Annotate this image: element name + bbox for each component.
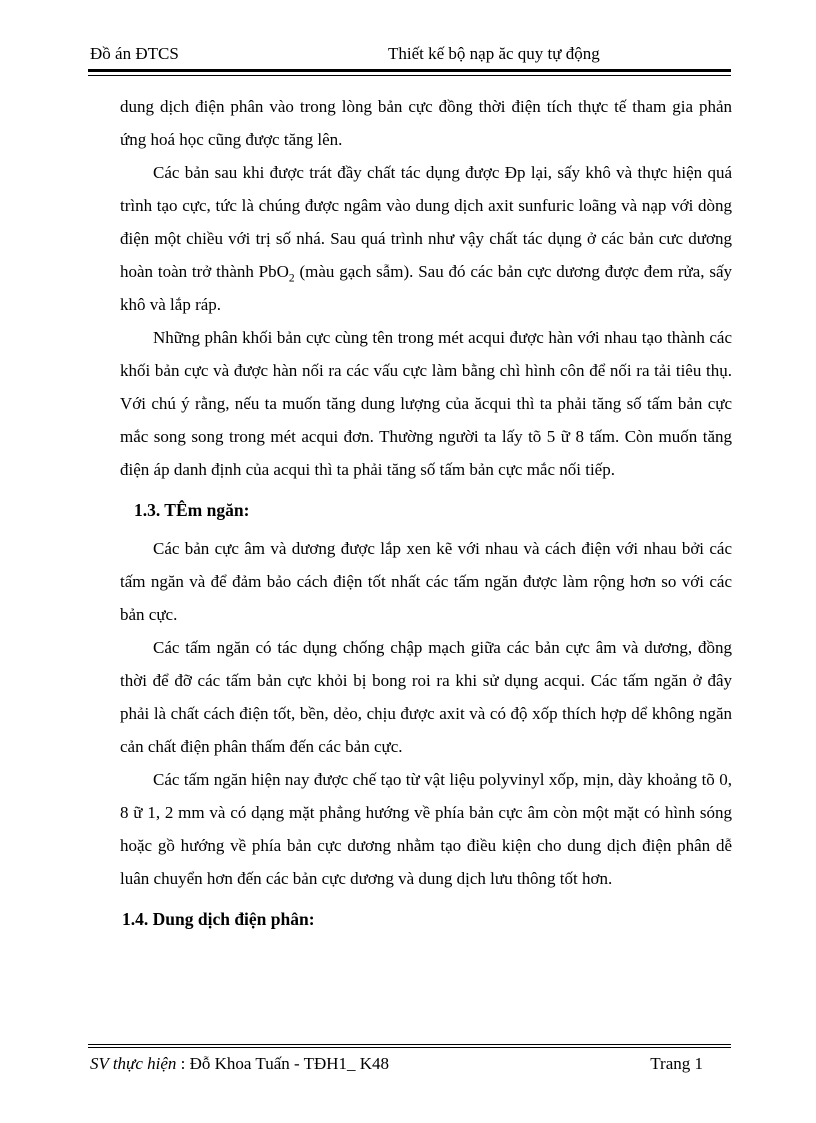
footer-author-label: SV thực hiện [90,1054,177,1073]
page-footer [90,1054,731,1074]
paragraph-continuation: dung dịch điện phân vào trong lòng bản cực đồng thời điện tích thực tế tham gia phản ứng hoá học cũng được tăng lên. [120,97,732,149]
paragraph-text: (màu gạch sẫm). Sau đó các bản cực dương được đem rửa, sấy khô và lắp ráp. [120,262,732,314]
document-body [120,90,732,941]
chemical-formula [258,262,295,285]
page-header [90,44,731,68]
chemical-formula-subscript: 2 [288,271,295,285]
paragraph-separator-function: Các tấm ngăn có tác dụng chống chập mạch giữa các bản cực âm và dương, đồng thời để đỡ các tấm bản cực khỏi bị bong roi ra khi sử dụng acqui. Các tấm ngăn ở đây phải là chất cách điện tốt, bền, dẻo, chịu được axit và có độ xốp thích hợp dể không ngăn cản chất điện phân thấm đến các bản cực. [120,638,732,756]
header-rule [88,69,731,76]
paragraph-plate-processing [120,156,732,321]
header-doc-type: Đồ án ĐTCS [90,44,179,63]
footer-author [90,1054,389,1074]
footer-page-number: Trang 1 [650,1054,703,1073]
footer-author-value: : Đỗ Khoa Tuấn - TĐH1_ K48 [176,1054,390,1073]
header-doc-title: Thiết kế bộ nạp ăc quy tự động [388,44,600,63]
paragraph-separator-layout: Các bản cực âm và dương được lắp xen kẽ với nhau và cách điện với nhau bởi các tấm ngăn và để đảm bảo cách điện tốt nhất các tấm ngăn được làm rộng hơn so với các bản cực. [120,539,732,624]
paragraph-separator-material: Các tấm ngăn hiện nay được chế tạo từ vật liệu polyvinyl xốp, mịn, dày khoảng tõ 0, 8 ữ 1, 2 mm và có dạng mặt phẳng hướng về phía bản cực âm còn một mặt có hình sóng hoặc gồ hướng về phía bản cực dương nhằm tạo điều kiện cho dung dịch điện phân dễ luân chuyển hơn đến các bản cực dương và dung dịch lưu thông tốt hơn. [120,770,732,888]
paragraph-plate-blocks: Những phân khối bản cực cùng tên trong mét acqui được hàn với nhau tạo thành các khối bản cực và được hàn nối ra các vấu cực làm bằng chì hình côn để nối ra tải tiêu thụ. Với chú ý rằng, nếu ta muốn tăng dung lượng của ăcqui thì ta phải tăng số tấm bản cực mắc song song trong mét acqui đơn. Thường người ta lấy tõ 5 ữ 8 tấm. Còn muốn tăng điện áp danh định của acqui thì ta phải tăng số tấm bản cực mắc nối tiếp. [120,328,732,479]
footer-rule [88,1044,731,1048]
paragraph-text: Các bản sau khi được trát đầy chất tác dụng được Đp lại, sấy khô và thực hiện quá trình tạo cực, tức là chúng được ngâm vào dung dịch axit sunfuric loãng và nạp với dòng điện một chiều với trị số nhá. Sau quá trình như vậy chất tác dụng ở các bản cưc dương hoàn toàn trở thành [120,163,732,281]
section-heading-1-3: 1.3. TÊm ngăn: [134,500,250,520]
section-heading-1-4: 1.4. Dung dịch điện phân: [122,909,315,929]
chemical-formula-base: PbO [258,262,289,281]
